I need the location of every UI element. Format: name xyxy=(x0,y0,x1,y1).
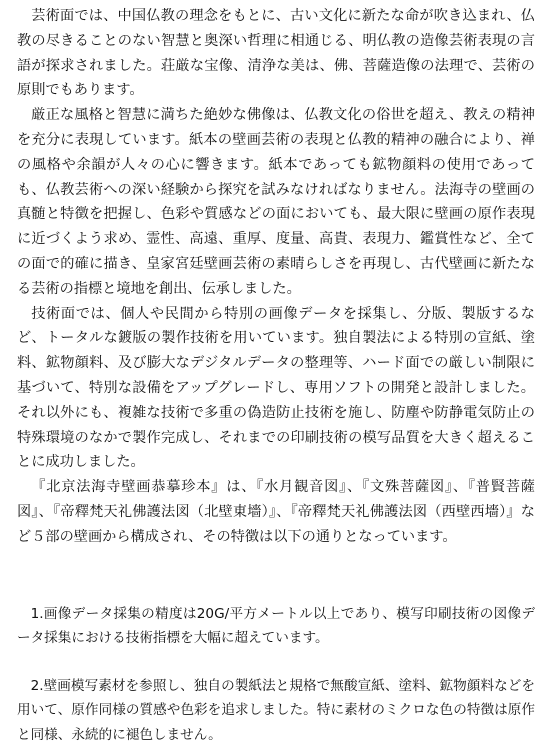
item-spacer xyxy=(17,651,535,674)
paragraph-composition: 『北京法海寺壁画恭摹珍本』は、『水月観音図』、『文殊菩薩図』、『普賢菩薩図』、『帝釋梵天礼佛護法図（北壁東墻）』、『帝釋梵天礼佛護法図（西壁西墻）』など５部の壁画から構成され、その特徴は以下の通りとなっています。 xyxy=(17,479,535,545)
document-body xyxy=(17,4,535,747)
paragraph-technical-aspect: 技術面では、個人や民間から特別の画像データを採集し、分版、製版するなど、トータルな鍍版の製作技術を用いています。独自製法による特別の宣紙、塗料、鉱物顔料、及び膨大なデジタルデータの整理等、ハード面での厳しい制限に基づいて、特別な設備をアップグレードし、専用ソフトの開発と設計しました。それ以外にも、複雑な技術で多重の偽造防止技術を施し、防塵や防静電気防止の特殊環境のなかで製作完成し、それまでの印刷技術の模写品質を大きく超えることに成功しました。 xyxy=(17,305,535,471)
paragraph-art-aspect: 芸術面では、中国仏教の理念をもとに、古い文化に新たな命が吹き込まれ、仏教の尽きることのない智慧と奥深い哲理に相通じる、明仏教の造像芸術表現の言語が探求されました。荘厳な宝像、清浄な美は、佛、菩薩造像の法理で、芸術の原則でもあります。 xyxy=(17,8,535,99)
section-spacer xyxy=(17,550,535,602)
paragraph-buddha-style: 厳正な風格と智慧に満ちた絶妙な佛像は、仏教文化の俗世を超え、教えの精神を充分に表現しています。紙本の壁画芸術の表現と仏教的精神の融合により、禅の風格や余韻が人々の心に響きます。紙本であっても鉱物顔料の使用であっても、仏教芸術への深い経験から探究を試みなければなりません。法海寺の壁画の真髄と特徴を把握し、色彩や質感などの面においても、最大限に壁画の原作表現に近づくよう求め、霊性、高遠、重厚、度量、高貴、表現力、鑑賞性など、全ての面で的確に描き、皇家宮廷壁画芸術の素晴らしさを再現し、古代壁画に新たなる芸術の指標と境地を創出、伝承しました。 xyxy=(17,107,535,297)
list-item-materials: 2.壁画模写素材を参照し、独自の製紙法と規格で無酸宣紙、塗料、鉱物顔料などを用いて、原作同様の質感や色彩を追求しました。特に素材のミクロな色の特徴は原作と同様、永続的に褪色しません。 xyxy=(17,677,535,743)
list-item-data-precision: 1.画像データ採集の精度は20G/平方メートル以上であり、模写印刷技術の図像データ採集における技術指標を大幅に超えています。 xyxy=(17,605,535,647)
